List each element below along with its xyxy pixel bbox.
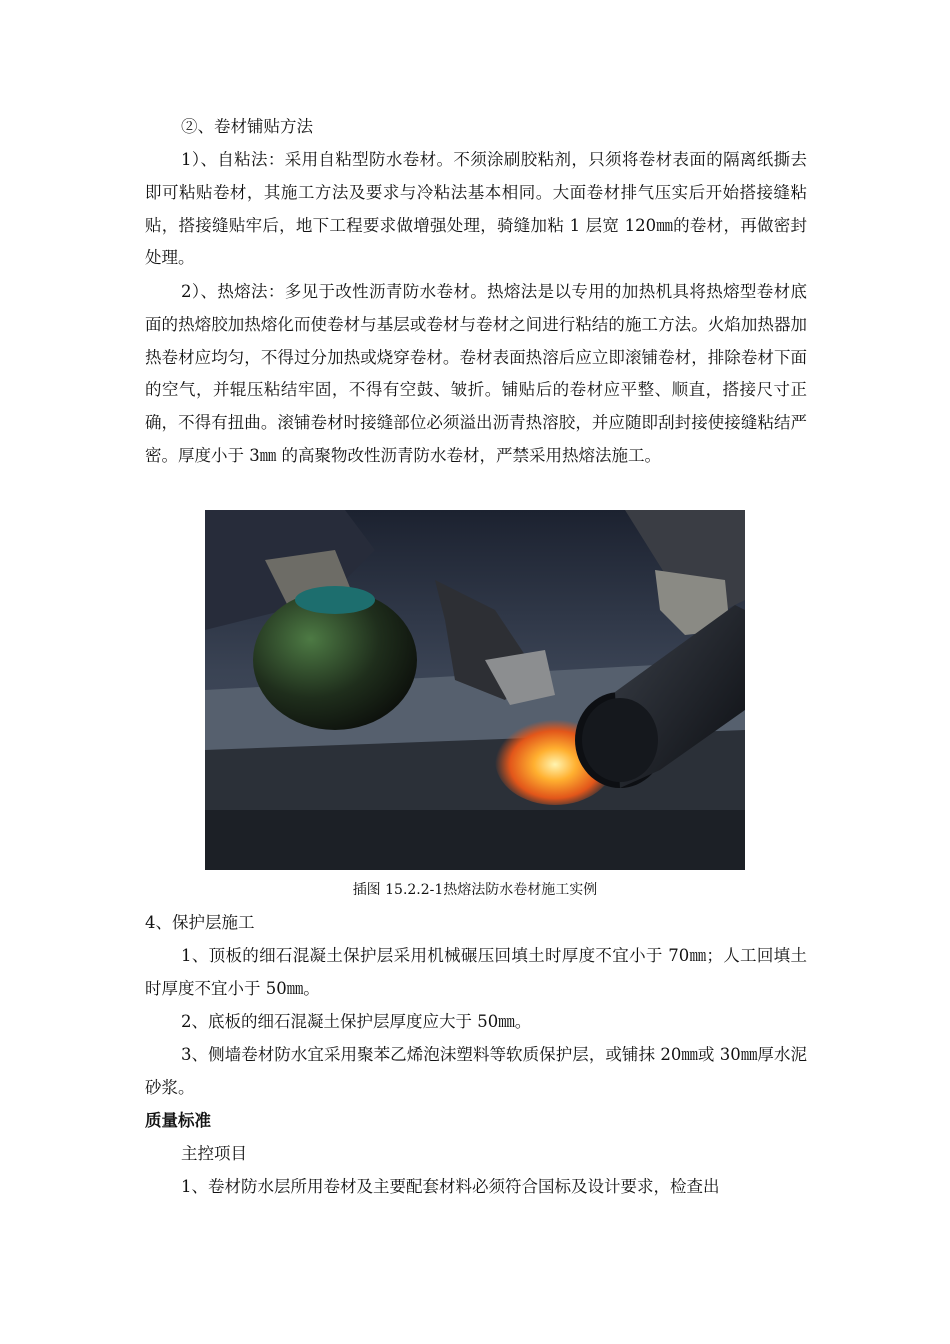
subheading-paving-method: ②、卷材铺贴方法 <box>181 117 313 136</box>
hot-melt-construction-photo <box>205 510 745 870</box>
paragraph-self-adhesive-method: 1）、自粘法：采用自粘型防水卷材。不须涂刷胶粘剂，只须将卷材表面的隔离纸撕去即可粘贴卷材，其施工方法及要求与冷粘法基本相同。大面卷材排气压实后开始搭接缝粘贴，搭接缝贴牢后，地下工程要求做增强处理，骑缝加粘 1 层宽 120㎜的卷材，再做密封处理。 <box>145 150 807 268</box>
protective-layer-item-1: 1、顶板的细石混凝土保护层采用机械碾压回填土时厚度不宜小于 70㎜；人工回填土时厚度不宜小于 50㎜。 <box>145 946 807 998</box>
protective-layer-item-3: 3、侧墙卷材防水宜采用聚苯乙烯泡沫塑料等软质保护层，或铺抹 20㎜或 30㎜厚水泥砂浆。 <box>145 1045 807 1097</box>
paragraph-hot-melt-method: 2）、热熔法：多见于改性沥青防水卷材。热熔法是以专用的加热机具将热熔型卷材底面的热熔胶加热熔化而使卷材与基层或卷材与卷材之间进行粘结的施工方法。火焰加热器加热卷材应均匀，不得过分加热或烧穿卷材。卷材表面热溶后应立即滚铺卷材，排除卷材下面的空气，并辊压粘结牢固，不得有空鼓、皱折。铺贴后的卷材应平整、顺直，搭接尺寸正确，不得有扭曲。滚铺卷材时接缝部位必须溢出沥青热溶胶，并应随即刮封接使接缝粘结严密。厚度小于 3㎜ 的高聚物改性沥青防水卷材，严禁采用热熔法施工。 <box>145 282 807 465</box>
quality-item-1: 1、卷材防水层所用卷材及主要配套材料必须符合国标及设计要求，检查出 <box>181 1177 720 1196</box>
section-heading-protective-layer: 4、保护层施工 <box>145 913 255 932</box>
quality-standard-heading: 质量标准 <box>145 1111 211 1130</box>
protective-layer-item-2: 2、底板的细石混凝土保护层厚度应大于 50㎜。 <box>181 1012 532 1031</box>
main-control-items-heading: 主控项目 <box>181 1144 247 1163</box>
figure-caption: 插图 15.2.2-1热熔法防水卷材施工实例 <box>352 882 598 898</box>
